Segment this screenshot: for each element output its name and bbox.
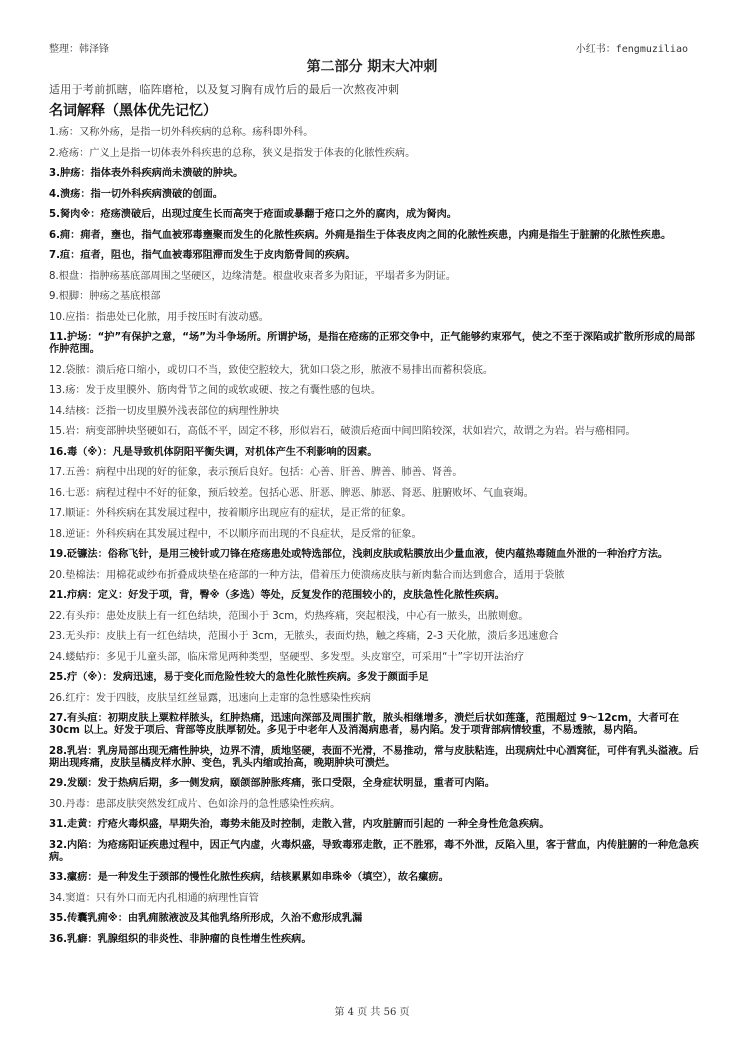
term-entry: 7.疽：疽者，阻也，指气血被毒邪阻滞而发生于皮肉筋骨间的疾病。 — [49, 250, 356, 261]
term-entry: 16.毒（※）：凡是导致机体阴阳平衡失调，对机体产生不利影响的因素。 — [49, 446, 378, 458]
term-list — [49, 127, 699, 954]
term-entry: 36.乳癖：乳腺组织的非炎性、非肿瘤的良性增生性疾病。 — [49, 933, 312, 945]
term-entry: 3.肿疡：指体表外科疾病尚未溃破的肿块。 — [49, 168, 244, 179]
term-entry: 10.应指：指患处已化脓，用手按压时有波动感。 — [49, 311, 269, 323]
term-entry: 2.疮疡：广义上是指一切体表外科疾患的总称，狭义是指发于体表的化脓性疾病。 — [49, 147, 416, 159]
term-entry: 24.蝼蛄疖：多见于儿童头部，临床常见两种类型，坚硬型、多发型。头皮窜空，可采用“十”字切开法治疗 — [49, 651, 525, 663]
term-entry: 5.胬肉※：疮疡溃破后，出现过度生长而高突于疮面或暴翻于疮口之外的腐肉，成为胬肉。 — [49, 209, 457, 220]
term-entry: 21.疖病：定义：好发于项，背，臀※（多选）等处，反复发作的范围较小的，皮肤急性化脓性疾病。 — [49, 590, 505, 601]
term-entry: 1.疡：又称外疡，是指一切外科疾病的总称。疡科即外科。 — [49, 127, 314, 138]
term-entry: 17.顺证：外科疾病在其发展过程中，按着顺序出现应有的症状，是正常的征象。 — [49, 508, 412, 519]
term-entry: 17.五善：病程中出现的好的征象，表示预后良好。包括：心善、肝善、脾善、肺善、肾善。 — [49, 467, 463, 478]
term-entry: 20.垫棉法：用棉花或纱布折叠成块垫在疮部的一种方法，借着压力使溃疡皮肤与新肉黏合而达到愈合，适用于袋脓 — [49, 569, 565, 581]
header-author: 整理：韩泽锋 — [49, 44, 109, 55]
term-entry: 23.无头疖：皮肤上有一红色结块，范围小于 3cm，无脓头，表面灼热，触之疼痛，2-3 天化脓，溃后多迅速愈合 — [49, 631, 559, 642]
term-entry: 30.丹毒：患部皮肤突然发红成片、色如涂丹的急性感染性疾病。 — [49, 798, 341, 810]
term-entry: 32.内陷：为疮疡阳证疾患过程中，因正气内虚，火毒炽盛，导致毒邪走散，正不胜邪，毒不外泄，反陷入里，客于营血，内传脏腑的一种危急疾病。 — [49, 839, 699, 863]
term-entry: 27.有头疽：初期皮肤上粟粒样脓头，红肿热痛，迅速向深部及周围扩散，脓头相继增多，溃烂后状如莲蓬，范围超过 9～12cm，大者可在 30cm 以上。好发于项后、背部等皮肤厚韧处。多见于中老年人及消渴病患者，易内陷。发于项背部病情较重，不易透脓，易内陷。 — [49, 713, 680, 736]
term-entry: 9.根脚：肿疡之基底根部 — [49, 291, 161, 302]
term-entry: 35.传囊乳痈※：由乳痈脓液波及其他乳络所形成，久治不愈形成乳漏 — [49, 913, 363, 924]
header-social: 小红书：fengmuziliao — [575, 44, 688, 55]
term-entry: 11.护场：“护”有保护之意，“场”为斗争场所。所谓护场，是指在疮疡的正邪交争中，正气能够约束邪气，使之不至于深陷或扩散所形成的局部作肿范围。 — [49, 332, 695, 355]
term-entry: 13.疡：发于皮里膜外、筋肉骨节之间的或软或硬、按之有囊性感的包块。 — [49, 385, 382, 396]
term-entry: 6.痈：痈者，壅也，指气血被邪毒壅聚而发生的化脓性疾病。外痈是指生于体表皮肉之间的化脓性疾患，内痈是指生于脏腑的化脓性疾患。 — [49, 229, 672, 241]
term-entry: 12.袋脓：溃后疮口缩小，或切口不当，致使空腔较大，犹如口袋之形，脓液不易排出而蓄积袋底。 — [49, 364, 494, 376]
term-entry: 19.砭镰法：俗称飞针，是用三棱针或刀锋在疮疡患处或特选部位，浅刺皮肤或粘膜放出少量血液，使内蕴热毒随血外泄的一种治疗方法。 — [49, 549, 669, 560]
page-subtitle: 适用于考前抓瞎，临阵磨枪，以及复习胸有成竹后的最后一次熬夜冲刺 — [49, 83, 400, 96]
term-entry: 18.逆证：外科疾病在其发展过程中，不以顺序而出现的不良症状，是反常的征象。 — [49, 528, 422, 540]
term-entry: 16.七恶：病程过程中不好的征象，预后较差。包括心恶、肝恶、脾恶、肺恶、肾恶、脏腑败坏、气血衰竭。 — [49, 487, 534, 499]
term-entry: 28.乳岩：乳房局部出现无痛性肿块，边界不清，质地坚硬，表面不光滑，不易推动，常与皮肤粘连，出现病灶中心酒窝征，可伴有乳头溢液。后期出现疼痛，皮肤呈橘皮样水肿、变色，乳头内缩或抬高，晚期肿块可溃烂。 — [49, 745, 699, 769]
term-entry: 25.疔（※）：发病迅速，易于变化而危险性较大的急性化脓性疾病。多发于颜面手足 — [49, 672, 429, 683]
term-entry: 8.根盘：指肿疡基底部周围之坚硬区，边缘清楚。根盘收束者多为阳证，平塌者多为阴证。 — [49, 270, 457, 282]
term-entry: 14.结核：泛指一切皮里膜外浅表部位的病理性肿块 — [49, 405, 280, 417]
section-heading: 名词解释（黑体优先记忆） — [49, 103, 217, 119]
term-entry: 26.红疔：发于四肢，皮肤呈红丝显露，迅速向上走窜的急性感染性疾病 — [49, 692, 371, 704]
term-entry: 33.瘰疬：是一种发生于颈部的慢性化脓性疾病，结核累累如串珠※（填空），故名瘰疬。 — [49, 872, 449, 883]
term-entry: 22.有头疖：患处皮肤上有一红色结块，范围小于 3cm，灼热疼痛，突起根浅，中心有一脓头，出脓则愈。 — [49, 610, 529, 622]
term-entry: 4.溃疡：指一切外科疾病溃破的创面。 — [49, 188, 223, 200]
term-entry: 31.走黄：疔疮火毒炽盛，早期失治，毒势未能及时控制，走散入营，内攻脏腑而引起的 一种全身性危急疾病。 — [49, 819, 550, 830]
term-entry: 29.发颐：发于热病后期，多一侧发病，颐颌部肿胀疼痛，张口受限，全身症状明显，重者可内陷。 — [49, 778, 495, 789]
term-entry: 15.岩：病变部肿块坚硬如石，高低不平，固定不移，形似岩石，破溃后疮面中间凹陷较深，状如岩穴，故谓之为岩。岩与癌相同。 — [49, 426, 636, 437]
page-title: 第二部分 期末大冲刺 — [306, 59, 438, 75]
page-number: 第 4 页 共 56 页 — [334, 1007, 410, 1018]
term-entry: 34.窦道：只有外口而无内孔相通的病理性盲管 — [49, 892, 259, 904]
